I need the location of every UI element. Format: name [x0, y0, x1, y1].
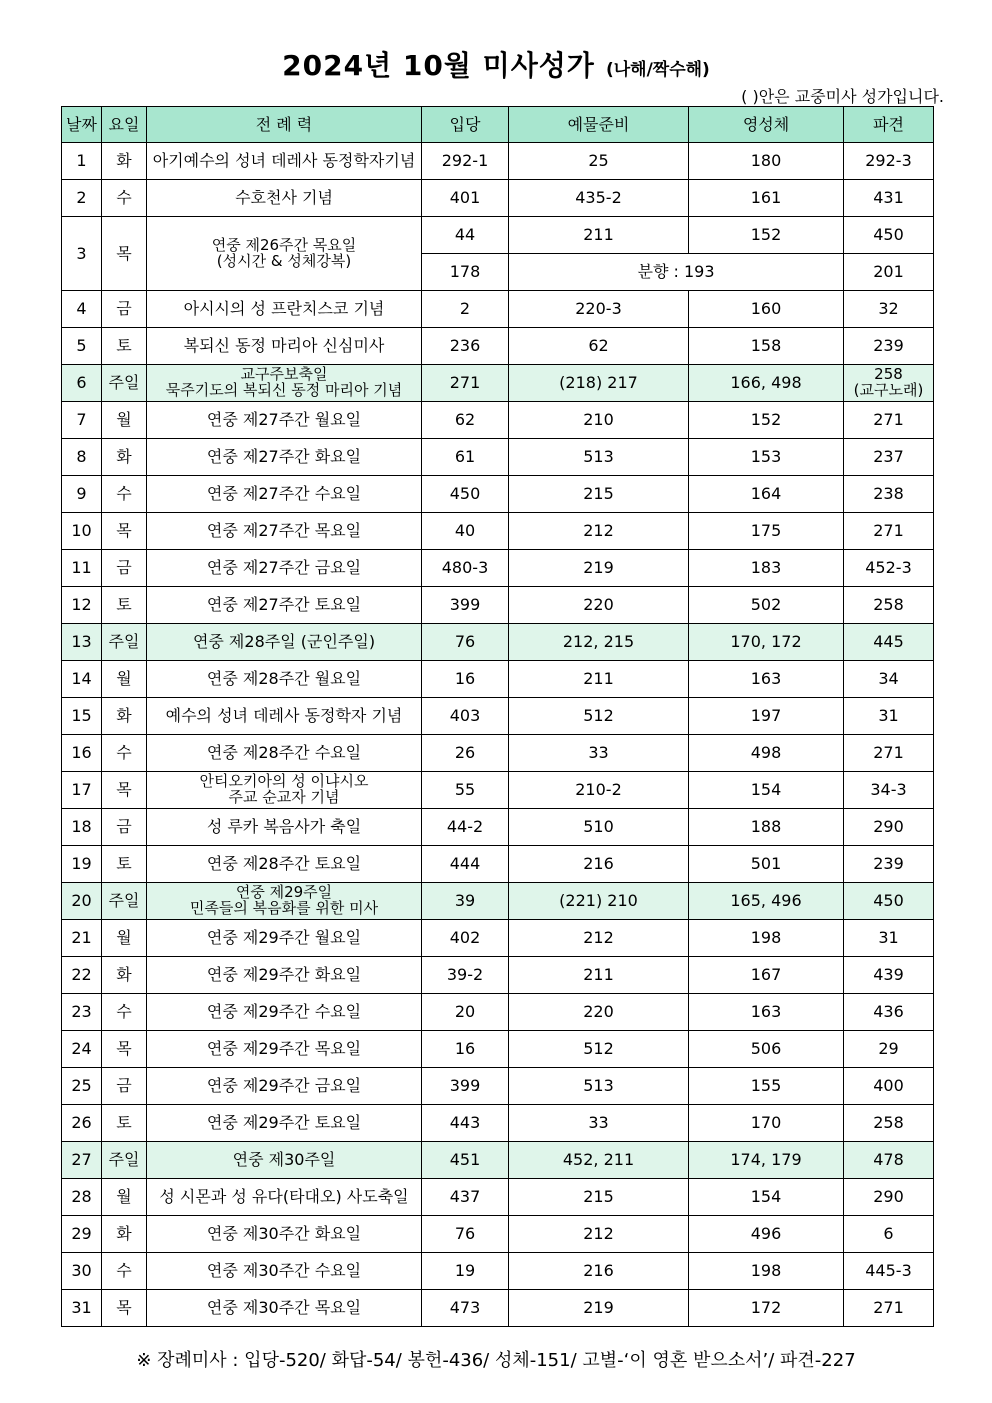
weekday-cell: 목 — [102, 1290, 147, 1327]
liturgy-cell: 예수의 성녀 데레사 동정학자 기념 — [147, 698, 422, 735]
date-cell: 30 — [62, 1253, 102, 1290]
communion-cell: 501 — [689, 846, 844, 883]
dismissal-cell: 445 — [844, 624, 934, 661]
offertory-cell: 512 — [509, 1031, 689, 1068]
date-cell: 6 — [62, 365, 102, 402]
dismissal-cell: 6 — [844, 1216, 934, 1253]
entrance-cell: 271 — [422, 365, 509, 402]
communion-cell: 502 — [689, 587, 844, 624]
communion-cell: 198 — [689, 920, 844, 957]
entrance-cell: 473 — [422, 1290, 509, 1327]
liturgy-cell: 연중 제29주간 금요일 — [147, 1068, 422, 1105]
table-row — [62, 143, 934, 180]
communion-cell: 163 — [689, 661, 844, 698]
liturgy-cell: 연중 제27주간 수요일 — [147, 476, 422, 513]
dismissal-cell: 271 — [844, 513, 934, 550]
weekday-cell: 월 — [102, 1179, 147, 1216]
header-offertory: 예물준비 — [509, 107, 689, 143]
weekday-cell: 수 — [102, 180, 147, 217]
date-cell: 26 — [62, 1105, 102, 1142]
weekday-cell: 화 — [102, 439, 147, 476]
communion-cell: 152 — [689, 402, 844, 439]
date-cell: 27 — [62, 1142, 102, 1179]
communion-cell: 175 — [689, 513, 844, 550]
date-cell: 25 — [62, 1068, 102, 1105]
dismissal-cell: 290 — [844, 809, 934, 846]
communion-cell: 183 — [689, 550, 844, 587]
offertory-cell: 510 — [509, 809, 689, 846]
offertory-cell: 435-2 — [509, 180, 689, 217]
weekday-cell: 수 — [102, 1253, 147, 1290]
entrance-cell: 451 — [422, 1142, 509, 1179]
dismissal-cell: 31 — [844, 920, 934, 957]
offertory-cell: 216 — [509, 1253, 689, 1290]
header-dismissal: 파견 — [844, 107, 934, 143]
table-row — [62, 402, 934, 439]
weekday-cell: 월 — [102, 920, 147, 957]
liturgy-cell: 연중 제27주간 화요일 — [147, 439, 422, 476]
table-row — [62, 1179, 934, 1216]
communion-cell: 506 — [689, 1031, 844, 1068]
table-row — [62, 1216, 934, 1253]
date-cell: 9 — [62, 476, 102, 513]
dismissal-cell: 258 — [844, 1105, 934, 1142]
date-cell: 16 — [62, 735, 102, 772]
weekday-cell: 수 — [102, 735, 147, 772]
communion-cell: 198 — [689, 1253, 844, 1290]
table-row — [62, 1142, 934, 1179]
weekday-cell: 토 — [102, 846, 147, 883]
dismissal-cell: 436 — [844, 994, 934, 1031]
communion-cell: 174, 179 — [689, 1142, 844, 1179]
dismissal-cell: 34-3 — [844, 772, 934, 809]
communion-cell: 160 — [689, 291, 844, 328]
entrance-cell: 61 — [422, 439, 509, 476]
liturgy-cell: 연중 제27주간 월요일 — [147, 402, 422, 439]
liturgy-cell: 성 시몬과 성 유다(타대오) 사도축일 — [147, 1179, 422, 1216]
liturgy-cell — [147, 883, 422, 920]
communion-cell: 153 — [689, 439, 844, 476]
table-row — [62, 1105, 934, 1142]
communion-cell: 164 — [689, 476, 844, 513]
date-cell: 20 — [62, 883, 102, 920]
communion-cell: 154 — [689, 772, 844, 809]
table-row — [62, 513, 934, 550]
liturgy-cell: 연중 제29주간 토요일 — [147, 1105, 422, 1142]
liturgy-cell: 수호천사 기념 — [147, 180, 422, 217]
entrance-cell: 20 — [422, 994, 509, 1031]
date-cell: 8 — [62, 439, 102, 476]
table-row — [62, 365, 934, 402]
weekday-cell: 금 — [102, 1068, 147, 1105]
communion-cell: 170, 172 — [689, 624, 844, 661]
communion-cell: 158 — [689, 328, 844, 365]
weekday-cell: 목 — [102, 772, 147, 809]
weekday-cell: 주일 — [102, 365, 147, 402]
liturgy-cell: 연중 제29주간 목요일 — [147, 1031, 422, 1068]
offertory-cell: 220 — [509, 587, 689, 624]
table-row — [62, 1068, 934, 1105]
liturgy-cell-line2: 민족들의 복음화를 위한 미사 — [189, 899, 379, 917]
offertory-cell: 452, 211 — [509, 1142, 689, 1179]
liturgy-cell-line1: 교구주보축일 — [240, 365, 328, 384]
table-row — [62, 735, 934, 772]
entrance-cell: 401 — [422, 180, 509, 217]
table-row — [62, 772, 934, 809]
weekday-cell: 토 — [102, 1105, 147, 1142]
entrance-cell: 480-3 — [422, 550, 509, 587]
offertory-cell: 211 — [509, 957, 689, 994]
date-cell: 19 — [62, 846, 102, 883]
entrance-cell: 402 — [422, 920, 509, 957]
entrance-cell: 2 — [422, 291, 509, 328]
dismissal-cell-line1: 258 — [874, 365, 903, 384]
table-row — [62, 587, 934, 624]
weekday-cell: 주일 — [102, 624, 147, 661]
offertory-cell: 513 — [509, 439, 689, 476]
entrance-cell: 39 — [422, 883, 509, 920]
dismissal-cell: 400 — [844, 1068, 934, 1105]
entrance-cell: 76 — [422, 1216, 509, 1253]
entrance-cell: 16 — [422, 1031, 509, 1068]
weekday-cell: 목 — [102, 513, 147, 550]
liturgy-cell: 연중 제30주일 — [147, 1142, 422, 1179]
header-entrance: 입당 — [422, 107, 509, 143]
offertory-cell: (218) 217 — [509, 365, 689, 402]
dismissal-cell: 29 — [844, 1031, 934, 1068]
entrance-cell: 55 — [422, 772, 509, 809]
dismissal-cell: 34 — [844, 661, 934, 698]
entrance-cell: 40 — [422, 513, 509, 550]
weekday-cell: 금 — [102, 550, 147, 587]
entrance-cell: 19 — [422, 1253, 509, 1290]
offertory-cell: 215 — [509, 476, 689, 513]
entrance-cell: 44 — [422, 217, 509, 254]
incense-cell: 분향 : 193 — [509, 254, 844, 291]
communion-cell: 496 — [689, 1216, 844, 1253]
liturgy-cell: 연중 제27주간 금요일 — [147, 550, 422, 587]
footer-funeral-note: ※ 장례미사 : 입당-520/ 화답-54/ 봉헌-436/ 성체-151/ 고별-‘이 영혼 받으소서’/ 파견-227 — [136, 1350, 856, 1371]
dismissal-cell: 239 — [844, 846, 934, 883]
entrance-cell: 236 — [422, 328, 509, 365]
date-cell: 13 — [62, 624, 102, 661]
entrance-cell: 39-2 — [422, 957, 509, 994]
note-text: ( )안은 교중미사 성가입니다. — [741, 87, 944, 106]
liturgy-cell: 연중 제28주간 토요일 — [147, 846, 422, 883]
table-row — [62, 1253, 934, 1290]
date-cell: 23 — [62, 994, 102, 1031]
entrance-cell: 450 — [422, 476, 509, 513]
dismissal-cell: 431 — [844, 180, 934, 217]
weekday-cell: 화 — [102, 143, 147, 180]
communion-cell: 170 — [689, 1105, 844, 1142]
offertory-cell: 62 — [509, 328, 689, 365]
liturgy-cell: 연중 제30주간 화요일 — [147, 1216, 422, 1253]
liturgy-cell: 연중 제29주간 월요일 — [147, 920, 422, 957]
dismissal-cell: 450 — [844, 217, 934, 254]
weekday-cell: 토 — [102, 328, 147, 365]
date-cell: 24 — [62, 1031, 102, 1068]
entrance-cell: 292-1 — [422, 143, 509, 180]
date-cell: 2 — [62, 180, 102, 217]
dismissal-cell: 237 — [844, 439, 934, 476]
weekday-cell: 토 — [102, 587, 147, 624]
entrance-cell: 62 — [422, 402, 509, 439]
offertory-cell: 212 — [509, 1216, 689, 1253]
entrance-cell: 26 — [422, 735, 509, 772]
liturgy-cell — [147, 772, 422, 809]
liturgy-cell: 연중 제28주간 월요일 — [147, 661, 422, 698]
dismissal-cell: 271 — [844, 735, 934, 772]
date-cell: 14 — [62, 661, 102, 698]
entrance-cell: 444 — [422, 846, 509, 883]
offertory-cell: (221) 210 — [509, 883, 689, 920]
table-header-row — [62, 107, 934, 143]
liturgy-cell — [147, 217, 422, 291]
dismissal-cell: 258 — [844, 587, 934, 624]
offertory-cell: 25 — [509, 143, 689, 180]
communion-cell: 197 — [689, 698, 844, 735]
dismissal-cell — [844, 365, 934, 402]
table-body — [62, 143, 934, 1327]
weekday-cell: 수 — [102, 476, 147, 513]
weekday-cell: 수 — [102, 994, 147, 1031]
liturgy-cell: 연중 제27주간 토요일 — [147, 587, 422, 624]
weekday-cell: 목 — [102, 217, 147, 291]
dismissal-cell: 452-3 — [844, 550, 934, 587]
date-cell: 28 — [62, 1179, 102, 1216]
communion-cell: 152 — [689, 217, 844, 254]
communion-cell: 172 — [689, 1290, 844, 1327]
offertory-cell: 210 — [509, 402, 689, 439]
communion-cell: 188 — [689, 809, 844, 846]
hymn-schedule-table — [61, 106, 934, 1327]
offertory-cell: 33 — [509, 735, 689, 772]
header-communion: 영성체 — [689, 107, 844, 143]
dismissal-cell: 271 — [844, 1290, 934, 1327]
liturgy-cell-line2: (성시간 & 성체강복) — [216, 251, 352, 270]
liturgy-cell-line1: 연중 제29주일 — [235, 883, 333, 902]
offertory-cell: 211 — [509, 661, 689, 698]
communion-cell: 155 — [689, 1068, 844, 1105]
entrance-cell-2: 178 — [422, 254, 509, 291]
date-cell: 22 — [62, 957, 102, 994]
dismissal-cell: 290 — [844, 1179, 934, 1216]
table-row — [62, 809, 934, 846]
dismissal-cell: 292-3 — [844, 143, 934, 180]
communion-cell: 180 — [689, 143, 844, 180]
liturgy-cell: 아기예수의 성녀 데레사 동정학자기념 — [147, 143, 422, 180]
offertory-cell: 216 — [509, 846, 689, 883]
offertory-cell: 215 — [509, 1179, 689, 1216]
communion-cell: 165, 496 — [689, 883, 844, 920]
offertory-cell: 33 — [509, 1105, 689, 1142]
date-cell: 31 — [62, 1290, 102, 1327]
weekday-cell: 금 — [102, 809, 147, 846]
offertory-cell: 212, 215 — [509, 624, 689, 661]
date-cell: 3 — [62, 217, 102, 291]
table-row — [62, 476, 934, 513]
dismissal-cell: 478 — [844, 1142, 934, 1179]
weekday-cell: 월 — [102, 402, 147, 439]
offertory-cell: 211 — [509, 217, 689, 254]
title-subtitle: (나해/짝수해) — [605, 60, 710, 80]
weekday-cell: 화 — [102, 1216, 147, 1253]
liturgy-cell-line1: 연중 제26주간 목요일 — [211, 235, 357, 254]
offertory-cell: 220 — [509, 994, 689, 1031]
weekday-cell: 화 — [102, 957, 147, 994]
communion-cell: 161 — [689, 180, 844, 217]
date-cell: 5 — [62, 328, 102, 365]
date-cell: 7 — [62, 402, 102, 439]
weekday-cell: 월 — [102, 661, 147, 698]
dismissal-cell: 439 — [844, 957, 934, 994]
liturgy-cell — [147, 365, 422, 402]
entrance-cell: 44-2 — [422, 809, 509, 846]
offertory-cell: 513 — [509, 1068, 689, 1105]
weekday-cell: 주일 — [102, 1142, 147, 1179]
table-row — [62, 957, 934, 994]
table-row — [62, 439, 934, 476]
liturgy-cell: 연중 제28주일 (군인주일) — [147, 624, 422, 661]
weekday-cell: 금 — [102, 291, 147, 328]
table-row — [62, 180, 934, 217]
communion-cell: 163 — [689, 994, 844, 1031]
table-row — [62, 624, 934, 661]
weekday-cell: 주일 — [102, 883, 147, 920]
entrance-cell: 16 — [422, 661, 509, 698]
header-weekday: 요일 — [102, 107, 147, 143]
offertory-cell: 219 — [509, 550, 689, 587]
liturgy-cell: 연중 제29주간 화요일 — [147, 957, 422, 994]
dismissal-cell: 445-3 — [844, 1253, 934, 1290]
entrance-cell: 403 — [422, 698, 509, 735]
dismissal-cell: 238 — [844, 476, 934, 513]
table-row — [62, 328, 934, 365]
entrance-cell: 399 — [422, 1068, 509, 1105]
dismissal-cell: 239 — [844, 328, 934, 365]
liturgy-cell: 연중 제30주간 수요일 — [147, 1253, 422, 1290]
table-row — [62, 550, 934, 587]
date-cell: 29 — [62, 1216, 102, 1253]
offertory-cell: 220-3 — [509, 291, 689, 328]
liturgy-cell-line1: 안티오키아의 성 이냐시오 — [199, 772, 369, 791]
liturgy-cell: 연중 제30주간 목요일 — [147, 1290, 422, 1327]
dismissal-cell: 31 — [844, 698, 934, 735]
liturgy-cell: 연중 제27주간 목요일 — [147, 513, 422, 550]
weekday-cell: 화 — [102, 698, 147, 735]
weekday-cell: 목 — [102, 1031, 147, 1068]
liturgy-cell: 아시시의 성 프란치스코 기념 — [147, 291, 422, 328]
communion-cell: 166, 498 — [689, 365, 844, 402]
date-cell: 15 — [62, 698, 102, 735]
table-row — [62, 217, 934, 254]
title-main: 2024년 10월 미사성가 — [282, 49, 595, 82]
date-cell: 4 — [62, 291, 102, 328]
entrance-cell: 443 — [422, 1105, 509, 1142]
liturgy-cell: 성 루카 복음사가 축일 — [147, 809, 422, 846]
liturgy-cell-line2: 묵주기도의 복되신 동정 마리아 기념 — [165, 381, 403, 399]
entrance-cell: 437 — [422, 1179, 509, 1216]
dismissal-cell: 450 — [844, 883, 934, 920]
entrance-cell: 399 — [422, 587, 509, 624]
header-date: 날짜 — [62, 107, 102, 143]
date-cell: 18 — [62, 809, 102, 846]
dismissal-cell-2: 201 — [844, 254, 934, 291]
liturgy-cell: 연중 제28주간 수요일 — [147, 735, 422, 772]
date-cell: 17 — [62, 772, 102, 809]
header-liturgy: 전 례 력 — [147, 107, 422, 143]
table-row — [62, 994, 934, 1031]
table-row — [62, 698, 934, 735]
table-row — [62, 920, 934, 957]
offertory-cell: 212 — [509, 920, 689, 957]
page-title — [0, 44, 992, 84]
date-cell: 1 — [62, 143, 102, 180]
date-cell: 12 — [62, 587, 102, 624]
liturgy-cell: 연중 제29주간 수요일 — [147, 994, 422, 1031]
dismissal-cell-line2: (교구노래) — [853, 381, 924, 399]
date-cell: 21 — [62, 920, 102, 957]
entrance-cell: 76 — [422, 624, 509, 661]
date-cell: 11 — [62, 550, 102, 587]
offertory-cell: 512 — [509, 698, 689, 735]
dismissal-cell: 32 — [844, 291, 934, 328]
liturgy-cell-line2: 주교 순교자 기념 — [228, 788, 340, 806]
table-row — [62, 846, 934, 883]
table-row — [62, 1031, 934, 1068]
date-cell: 10 — [62, 513, 102, 550]
communion-cell: 154 — [689, 1179, 844, 1216]
table-row — [62, 1290, 934, 1327]
offertory-cell: 212 — [509, 513, 689, 550]
offertory-cell: 219 — [509, 1290, 689, 1327]
offertory-cell: 210-2 — [509, 772, 689, 809]
communion-cell: 498 — [689, 735, 844, 772]
table-row — [62, 883, 934, 920]
table-row — [62, 291, 934, 328]
table-row — [62, 661, 934, 698]
liturgy-cell: 복되신 동정 마리아 신심미사 — [147, 328, 422, 365]
communion-cell: 167 — [689, 957, 844, 994]
dismissal-cell: 271 — [844, 402, 934, 439]
